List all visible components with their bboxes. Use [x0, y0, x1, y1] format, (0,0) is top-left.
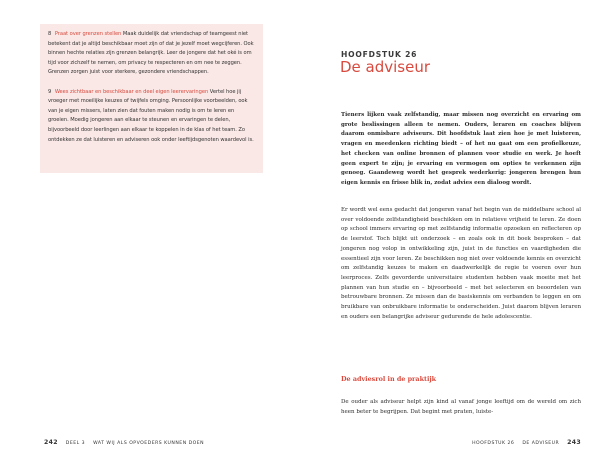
tip-number: 9	[48, 88, 52, 95]
page-number: 242	[44, 439, 58, 446]
chapter-title: De adviseur	[340, 58, 431, 76]
footer-title: DE ADVISEUR	[522, 441, 560, 446]
left-footer	[44, 439, 204, 446]
body-paragraph: Er wordt wel eens gedacht dat jongeren vanaf het begin van de middelbare school al over voldoende zelfstandigheid beschikken om in relatieve vrijheid te leren. Ze doen op school immers ervaring op met zelfstandig informatie opzoeken en reflecteren op de leerstof. Toch blijkt uit onderzoek – en zoals ook in dit boek besproken – dat jongeren nog volop in ontwikkeling zijn, juist in de functies en vaardigheden die essentieel zijn voor leren. Ze beschikken nog niet over voldoende kennis en overzicht om zelfstandig keuzes te maken en daadwerkelijk de regie te voeren over hun leerproces. Zelfs gevorderde universitaire studenten hebben vaak moeite met het plannen van hun studie en – bijvoorbeeld – met het selecteren en beoordelen van betrouwbare bronnen. Ze missen dan de basiskennis om verbanden te leggen en om bruikbare van onbruikbare informatie te onderscheiden. Juist daarom blijven leraren en ouders een belangrijke adviseur gedurende de hele adolescentie.	[341, 207, 581, 320]
tip-text: Vertel hoe jij vroeger met moeilijke keuzes of twijfels omging. Persoonlijke voorbeelden, ook van je eigen missers, laten zien dat fouten maken nodig is om te leren en groeien. Moedig jongeren aan elkaar te steunen en ervaringen te delen, bijvoorbeeld door leerlingen aan elkaar te koppelen in de klas of het team. Zo ontdekken ze dat luisteren en adviseren ook onder leeftijdsgenoten waardevol is.	[48, 88, 254, 143]
right-footer	[472, 439, 581, 446]
chapter-label: HOOFDSTUK 26	[341, 50, 418, 59]
chapter-intro: Tieners lijken vaak zelfstandig, maar missen nog overzicht en ervaring om grote beslissingen alleen te nemen. Ouders, leraren en coaches blijven daarom onmisbare adviseurs. Dit hoofdstuk laat zien hoe je met luisteren, vragen en meedenken richting biedt – of het nu gaat om een profielkeuze, het checken van online bronnen of plannen voor studie en werk. Je hoeft geen expert te zijn; je ervaring en vermogen om opties te verkennen zijn genoeg. Gaandeweg wordt het gesprek wederkerig: jongeren brengen hun eigen kennis en frisse blik in, zodat advies een dialoog wordt.	[341, 112, 581, 186]
footer-chapter: HOOFDSTUK 26	[472, 441, 515, 446]
body-paragraph: De ouder als adviseur helpt zijn kind al vanaf jonge leeftijd om de wereld om zich heen beter te begrijpen. Dat begint met praten, luiste-	[341, 399, 581, 415]
tip-8	[48, 30, 255, 78]
footer-part: DEEL 3	[65, 441, 86, 446]
section-subheading: De adviesrol in de praktijk	[341, 375, 437, 383]
tip-text: Maak duidelijk dat vriendschap of teamgeest niet betekent dat je altijd beschikbaar moet zijn of dat je jezelf moet wegcijferen. Ook binnen hechte relaties zijn grenzen belangrijk. Leer de jongere dat het oké is om tijd voor zichzelf te nemen, om privacy te respecteren en om nee te zeggen. Grenzen zorgen juist voor sterkere, gezondere vriendschappen.	[48, 31, 254, 76]
tip-number: 8	[48, 31, 52, 37]
tips-box	[40, 24, 263, 173]
tip-heading: Wees zichtbaar en beschikbaar en deel eigen leerervaringen	[54, 88, 209, 95]
page-number: 243	[567, 439, 581, 446]
tip-heading: Praat over grenzen stellen	[54, 31, 122, 37]
tip-9	[48, 88, 255, 146]
footer-section: WAT WIJ ALS OPVOEDERS KUNNEN DOEN	[93, 441, 205, 446]
